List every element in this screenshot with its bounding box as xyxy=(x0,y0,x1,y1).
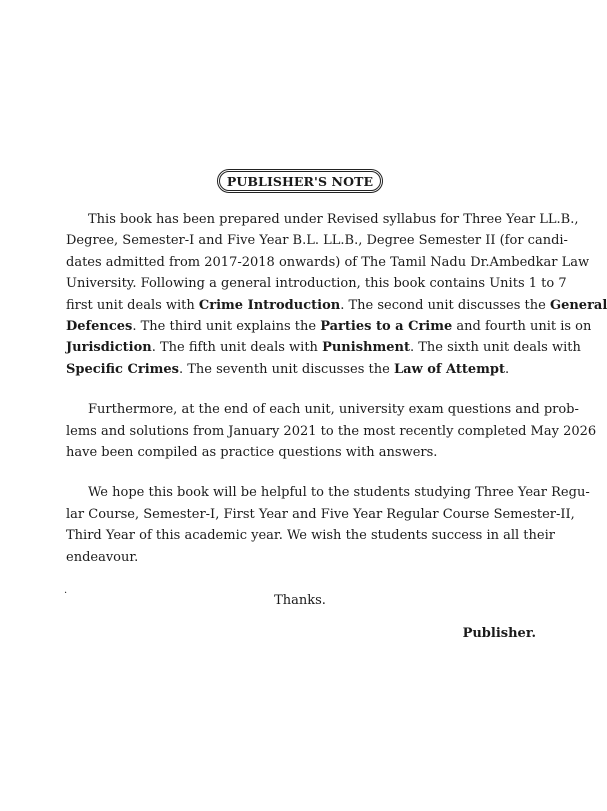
unit-name-punishment: Punishment xyxy=(322,340,410,356)
thanks-line: Thanks. xyxy=(274,593,326,608)
paragraph-1-line-6 xyxy=(66,316,592,337)
text-run: . The seventh unit discusses the xyxy=(178,361,394,377)
paragraph-2-line-3: have been compiled as practice questions with answers. xyxy=(66,445,438,461)
text-run: and fourth unit is on xyxy=(452,319,592,335)
paragraph-1-line-3: dates admitted from 2017-2018 onwards) of The Tamil Nadu Dr.Ambedkar Law xyxy=(66,254,590,270)
unit-name-defences-part: Defences xyxy=(66,319,133,335)
paragraph-1 xyxy=(66,209,607,380)
unit-name-crime-introduction: Crime Introduction xyxy=(198,297,341,313)
unit-name-specific-crimes: Specific Crimes xyxy=(66,361,179,377)
unit-name-general-defences-part: General xyxy=(549,297,607,313)
paragraph-1-line-8 xyxy=(66,359,537,380)
note-body xyxy=(66,209,607,587)
paragraph-3 xyxy=(66,482,590,568)
title-frame xyxy=(217,169,383,193)
text-run: . The second unit discusses the xyxy=(340,297,550,313)
paragraph-1-line-5 xyxy=(66,295,607,316)
paragraph-1-line-7 xyxy=(66,337,581,358)
text-run: first unit deals with xyxy=(66,297,199,313)
paragraph-3-line-2: lar Course, Semester-I, First Year and Five Year Regular Course Semester-II, xyxy=(66,506,575,522)
stray-dot: . xyxy=(64,585,68,596)
text-run: . xyxy=(505,361,510,377)
paragraph-2 xyxy=(66,399,597,463)
paragraph-1-line-2: Degree, Semester-I and Five Year B.L. LL.B., Degree Semester II (for candi- xyxy=(66,233,568,249)
text-run: . The sixth unit deals with xyxy=(409,340,581,356)
paragraph-2-line-1: Furthermore, at the end of each unit, university exam questions and prob- xyxy=(88,402,579,418)
unit-name-parties-to-a-crime: Parties to a Crime xyxy=(320,319,453,335)
text-run: . The fifth unit deals with xyxy=(151,340,323,356)
title-container xyxy=(0,169,600,193)
paragraph-2-line-2: lems and solutions from January 2021 to the most recently completed May 2026 xyxy=(66,423,597,439)
text-run: . The third unit explains the xyxy=(132,319,321,335)
unit-name-law-of-attempt: Law of Attempt xyxy=(393,361,506,377)
publisher-signature: Publisher. xyxy=(462,626,536,641)
paragraph-1-line-1: This book has been prepared under Revised syllabus for Three Year LL.B., xyxy=(88,212,579,227)
paragraph-1-line-4: University. Following a general introduction, this book contains Units 1 to 7 xyxy=(66,276,567,292)
paragraph-3-line-1: We hope this book will be helpful to the students studying Three Year Regu- xyxy=(88,485,590,501)
paragraph-3-line-4: endeavour. xyxy=(66,549,139,565)
page-title: PUBLISHER'S NOTE xyxy=(219,171,381,191)
unit-name-jurisdiction: Jurisdiction xyxy=(66,340,152,356)
paragraph-3-line-3: Third Year of this academic year. We wish the students success in all their xyxy=(66,528,555,544)
